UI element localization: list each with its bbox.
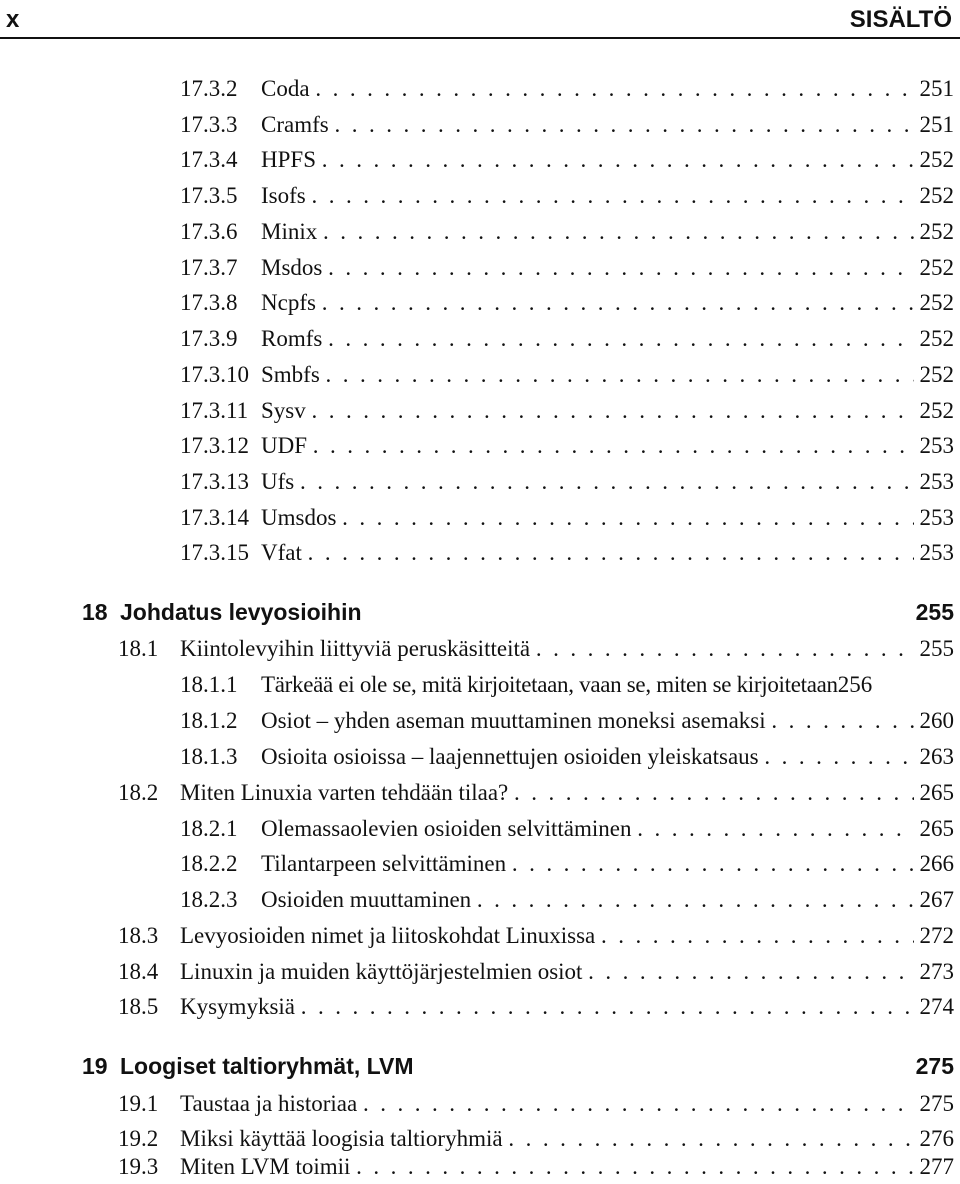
dot-leader bbox=[350, 1150, 913, 1184]
running-title: SISÄLTÖ bbox=[849, 6, 952, 33]
toc-entry[interactable] bbox=[180, 108, 954, 142]
dot-leader bbox=[336, 501, 913, 535]
toc-entry[interactable] bbox=[180, 883, 954, 917]
toc-entry[interactable] bbox=[180, 286, 954, 320]
entry-page: 252 bbox=[919, 147, 954, 172]
entry-number: 18.1.1 bbox=[180, 672, 238, 697]
entry-page: 276 bbox=[919, 1126, 954, 1151]
dot-leader bbox=[316, 143, 914, 177]
entry-title: Umsdos bbox=[261, 505, 337, 530]
entry-number: 17.3.14 bbox=[180, 505, 249, 530]
entry-number: 17.3.6 bbox=[180, 219, 238, 244]
entry-number: 17.3.11 bbox=[180, 398, 249, 423]
entry-number: 17.3.13 bbox=[180, 469, 249, 494]
entry-page: 252 bbox=[919, 255, 954, 280]
dot-leader bbox=[306, 394, 914, 428]
entry-page: 251 bbox=[919, 76, 954, 101]
entry-title: UDF bbox=[261, 433, 308, 458]
toc-entry[interactable] bbox=[180, 501, 954, 535]
entry-title: Cramfs bbox=[261, 112, 329, 137]
entry-title: Tärkeää ei ole se, mitä kirjoitetaan, vaan se, miten se kirjoitetaan bbox=[261, 672, 838, 697]
toc-entry[interactable] bbox=[180, 179, 954, 213]
dot-leader bbox=[306, 179, 914, 213]
header-rule bbox=[0, 37, 960, 39]
chapter-heading[interactable] bbox=[82, 594, 954, 630]
entry-number: 17.3.3 bbox=[180, 112, 238, 137]
toc-entry[interactable] bbox=[118, 990, 954, 1024]
entry-page: 251 bbox=[919, 112, 954, 137]
entry-page: 252 bbox=[919, 398, 954, 423]
entry-page: 265 bbox=[919, 816, 954, 841]
entry-title: Miten LVM toimii bbox=[180, 1154, 351, 1179]
entry-number: 17.3.5 bbox=[180, 183, 238, 208]
toc-entry[interactable] bbox=[118, 1087, 954, 1121]
entry-title: Kiintolevyihin liittyviä peruskäsitteitä bbox=[180, 636, 531, 661]
dot-leader bbox=[506, 847, 913, 881]
chapter-page: 275 bbox=[915, 1053, 954, 1079]
entry-title: Levyosioiden nimet ja liitoskohdat Linuxissa bbox=[180, 923, 596, 948]
entry-page: 253 bbox=[919, 469, 954, 494]
entry-page: 253 bbox=[919, 540, 954, 565]
toc-entry[interactable] bbox=[118, 919, 954, 953]
entry-title: HPFS bbox=[261, 147, 316, 172]
dot-leader bbox=[316, 286, 914, 320]
entry-page: 273 bbox=[919, 959, 954, 984]
dot-leader bbox=[471, 883, 913, 917]
entry-page: 256 bbox=[837, 672, 873, 697]
toc-entry[interactable] bbox=[180, 668, 954, 702]
entry-title: Msdos bbox=[261, 255, 323, 280]
dot-leader bbox=[307, 429, 913, 463]
dot-leader bbox=[329, 108, 914, 142]
toc-entry[interactable] bbox=[118, 1150, 954, 1184]
chapter-heading[interactable] bbox=[82, 1048, 954, 1084]
entry-number: 17.3.15 bbox=[180, 540, 249, 565]
entry-page: 252 bbox=[919, 326, 954, 351]
entry-title: Tilantarpeen selvittäminen bbox=[261, 851, 507, 876]
dot-leader bbox=[766, 704, 914, 738]
entry-number: 18.1.2 bbox=[180, 708, 238, 733]
entry-title: Smbfs bbox=[261, 362, 320, 387]
toc-entry[interactable] bbox=[180, 704, 954, 738]
dot-leader bbox=[595, 919, 913, 953]
toc-entry[interactable] bbox=[180, 322, 954, 356]
entry-number: 18.2.1 bbox=[180, 816, 238, 841]
entry-page: 275 bbox=[919, 1091, 954, 1116]
entry-page: 260 bbox=[919, 708, 954, 733]
entry-page: 274 bbox=[919, 994, 954, 1019]
entry-page: 252 bbox=[919, 362, 954, 387]
entry-number: 17.3.9 bbox=[180, 326, 238, 351]
dot-leader bbox=[294, 465, 913, 499]
toc-entry[interactable] bbox=[180, 143, 954, 177]
toc-entry[interactable] bbox=[118, 776, 954, 810]
entry-number: 17.3.12 bbox=[180, 433, 249, 458]
dot-leader bbox=[759, 740, 914, 774]
entry-title: Minix bbox=[261, 219, 318, 244]
chapter-title: Loogiset taltioryhmät, LVM bbox=[120, 1053, 414, 1079]
entry-page: 253 bbox=[919, 505, 954, 530]
entry-page: 255 bbox=[919, 636, 954, 661]
dot-leader bbox=[530, 632, 913, 666]
dot-leader bbox=[317, 215, 913, 249]
entry-title: Osioita osioissa – laajennettujen osioiden yleiskatsaus bbox=[261, 744, 759, 769]
entry-number: 18.3 bbox=[118, 923, 159, 948]
entry-number: 19.1 bbox=[118, 1091, 159, 1116]
toc-entry[interactable] bbox=[118, 955, 954, 989]
entry-number: 18.4 bbox=[118, 959, 159, 984]
chapter-title: Johdatus levyosioihin bbox=[120, 599, 362, 625]
dot-leader bbox=[357, 1087, 913, 1121]
dot-leader bbox=[310, 72, 914, 106]
entry-number: 18.1.3 bbox=[180, 744, 238, 769]
entry-title: Linuxin ja muiden käyttöjärjestelmien osiot bbox=[180, 959, 583, 984]
entry-page: 272 bbox=[919, 923, 954, 948]
entry-title: Osiot – yhden aseman muuttaminen moneksi asemaksi bbox=[261, 708, 766, 733]
entry-title: Ufs bbox=[261, 469, 295, 494]
entry-title: Coda bbox=[261, 76, 310, 101]
entry-number: 17.3.10 bbox=[180, 362, 249, 387]
entry-number: 19.3 bbox=[118, 1154, 159, 1179]
dot-leader bbox=[295, 990, 914, 1024]
entry-title: Sysv bbox=[261, 398, 306, 423]
entry-title: Isofs bbox=[261, 183, 306, 208]
entry-page: 252 bbox=[919, 183, 954, 208]
entry-page: 265 bbox=[919, 780, 954, 805]
entry-title: Vfat bbox=[261, 540, 302, 565]
toc-entry[interactable] bbox=[180, 536, 954, 570]
chapter-number: 19 bbox=[82, 1053, 108, 1079]
toc-entry[interactable] bbox=[180, 812, 954, 846]
entry-page: 253 bbox=[919, 433, 954, 458]
toc-entry[interactable] bbox=[180, 465, 954, 499]
entry-title: Taustaa ja historiaa bbox=[180, 1091, 358, 1116]
entry-title: Osioiden muuttaminen bbox=[261, 887, 472, 912]
toc-entry[interactable] bbox=[118, 632, 954, 666]
entry-page: 252 bbox=[919, 219, 954, 244]
entry-page: 252 bbox=[919, 290, 954, 315]
dot-leader bbox=[508, 776, 913, 810]
entry-number: 18.2.3 bbox=[180, 887, 238, 912]
dot-leader bbox=[582, 955, 913, 989]
entry-number: 19.2 bbox=[118, 1126, 159, 1151]
entry-page: 266 bbox=[919, 851, 954, 876]
entry-number: 18.1 bbox=[118, 636, 159, 661]
running-header bbox=[0, 0, 960, 40]
entry-title: Olemassaolevien osioiden selvittäminen bbox=[261, 816, 632, 841]
toc-entry[interactable] bbox=[180, 251, 954, 285]
entry-number: 17.3.4 bbox=[180, 147, 238, 172]
toc-entry[interactable] bbox=[180, 847, 954, 881]
dot-leader bbox=[322, 322, 913, 356]
dot-leader bbox=[320, 358, 914, 392]
entry-title: Ncpfs bbox=[261, 290, 316, 315]
entry-number: 18.2 bbox=[118, 780, 159, 805]
entry-title: Kysymyksiä bbox=[180, 994, 295, 1019]
entry-number: 18.5 bbox=[118, 994, 159, 1019]
dot-leader bbox=[631, 812, 913, 846]
toc-entry[interactable] bbox=[180, 429, 954, 463]
entry-number: 17.3.7 bbox=[180, 255, 238, 280]
chapter-number: 18 bbox=[82, 599, 108, 625]
entry-title: Miten Linuxia varten tehdään tilaa? bbox=[180, 780, 509, 805]
chapter-page: 255 bbox=[915, 599, 954, 625]
entry-title: Miksi käyttää loogisia taltioryhmiä bbox=[180, 1126, 503, 1151]
entry-number: 18.2.2 bbox=[180, 851, 238, 876]
entry-page: 267 bbox=[919, 887, 954, 912]
toc-entry[interactable] bbox=[180, 394, 954, 428]
entry-page: 277 bbox=[919, 1154, 954, 1179]
toc-entry[interactable] bbox=[180, 72, 954, 106]
entry-title: Romfs bbox=[261, 326, 323, 351]
entry-number: 17.3.2 bbox=[180, 76, 238, 101]
dot-leader bbox=[302, 536, 914, 570]
page-number-roman: x bbox=[6, 6, 20, 33]
toc-entry[interactable] bbox=[180, 215, 954, 249]
toc-entry[interactable] bbox=[180, 740, 954, 774]
entry-number: 17.3.8 bbox=[180, 290, 238, 315]
toc-entry[interactable] bbox=[180, 358, 954, 392]
entry-page: 263 bbox=[919, 744, 954, 769]
dot-leader bbox=[322, 251, 913, 285]
